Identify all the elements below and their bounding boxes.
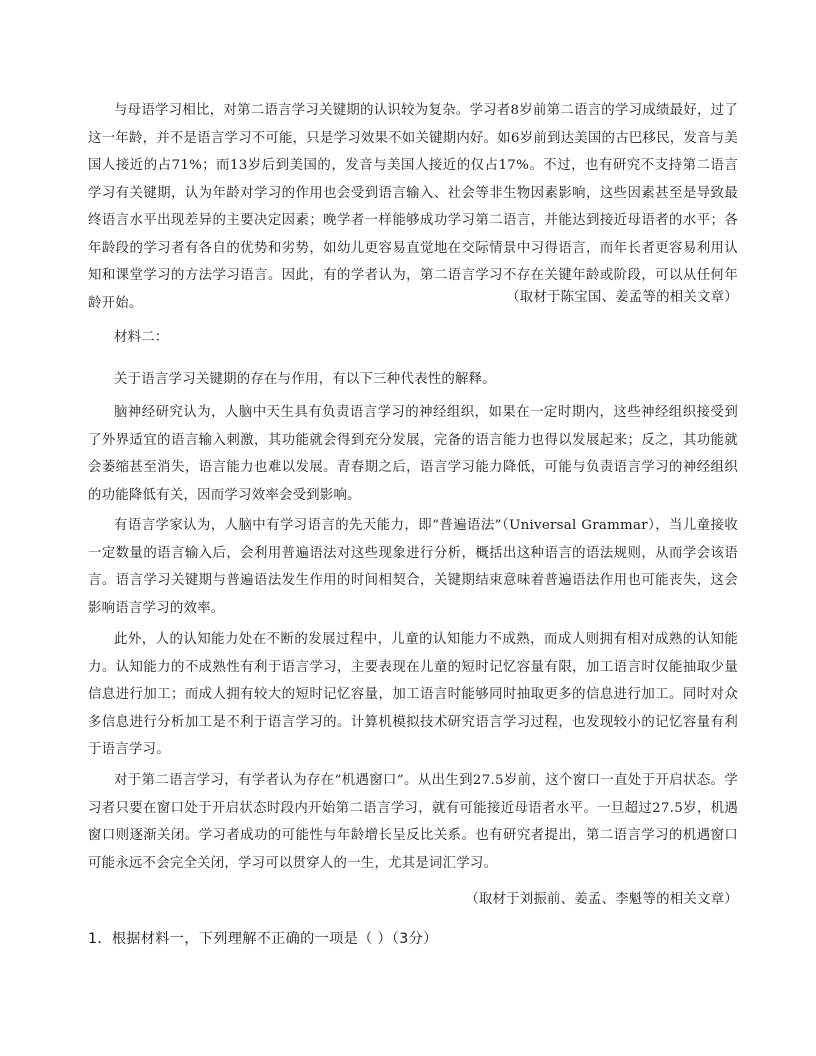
paragraph-universal-grammar-explanation: 有语言学家认为，人脑中有学习语言的先天能力，即“普遍语法”（Universal Grammar），当儿童接收一定数量的语言输入后，会利用普遍语法对这些现象进行分析，概括出这种语言的语法规则，从而学会该语言。语言学习关键期与普遍语法发生作用的时间相契合，关键期结束意味着普遍语法作用也可能丧失，这会影响语言学习的效率。 <box>88 518 738 616</box>
paragraph-opportunity-window: 对于第二语言学习，有学者认为存在“机遇窗口”。从出生到27.5岁前，这个窗口一直处于开启状态。学习者只要在窗口处于开启状态时段内开始第二语言学习，就有可能接近母语者水平。一旦超过27.5岁，机遇窗口则逐渐关闭。学习者成功的可能性与年龄增长呈反比关系。也有研究者提出，第二语言学习的机遇窗口可能永远不会完全关闭，学习可以贯穿人的一生，尤其是词汇学习。 <box>88 773 738 871</box>
material-two-heading: 材料二： <box>114 330 169 345</box>
paragraph-critical-period-second-language: 与母语学习相比，对第二语言学习关键期的认识较为复杂。学习者8岁前第二语言的学习成绩最好，过了这一年龄，并不是语言学习不可能，只是学习效果不如关键期内好。如6岁前到达美国的古巴移民，发音与美国人接近的占71%；而13岁后到美国的，发音与美国人接近的仅占17%。不过，也有研究不支持第二语言学习有关键期，认为年龄对学习的作用也会受到语言输入、社会等非生物因素影响，这些因素甚至是导致最终语言水平出现差异的主要决定因素；晚学者一样能够成功学习第二语言，并能达到接近母语者的水平；各年龄段的学习者有各自的优势和劣势，如幼儿更容易直觉地在交际情景中习得语言，而年长者更容易利用认知和课堂学习的方法学习语言。因此，有的学者认为，第二语言学习不存在关键年龄或阶段，可以从任何年龄开始。 <box>88 103 738 311</box>
paragraph-neuroscience-explanation: 脑神经研究认为，人脑中天生具有负责语言学习的神经组织，如果在一定时期内，这些神经组织接受到了外界适宜的语言输入刺激，其功能就会得到充分发展，完备的语言能力也得以发展起来；反之，其功能就会萎缩甚至消失，语言能力也难以发展。青春期之后，语言学习能力降低，可能与负责语言学习的神经组织的功能降低有关，因而学习效率会受到影响。 <box>88 405 738 503</box>
paragraph-cognitive-ability-explanation: 此外，人的认知能力处在不断的发展过程中，儿童的认知能力不成熟，而成人则拥有相对成熟的认知能力。认知能力的不成熟性有利于语言学习，主要表现在儿童的短时记忆容量有限，加工语言时仅能抽取少量信息进行加工；而成人拥有较大的短时记忆容量，加工语言时能够同时抽取更多的信息进行加工。同时对众多信息进行分析加工是不利于语言学习的。计算机模拟技术研究语言学习过程，也发现较小的记忆容量有利于语言学习。 <box>88 632 738 757</box>
source-citation-material-one: （取材于陈宝国、姜孟等的相关文章） <box>506 290 738 305</box>
source-citation-material-two: （取材于刘振前、姜孟、李魁等的相关文章） <box>465 892 738 907</box>
question-one: 1．根据材料一，下列理解不正确的一项是（ ）（3分） <box>88 931 438 947</box>
paragraph-three-explanations-intro: 关于语言学习关键期的存在与作用，有以下三种代表性的解释。 <box>114 372 496 387</box>
